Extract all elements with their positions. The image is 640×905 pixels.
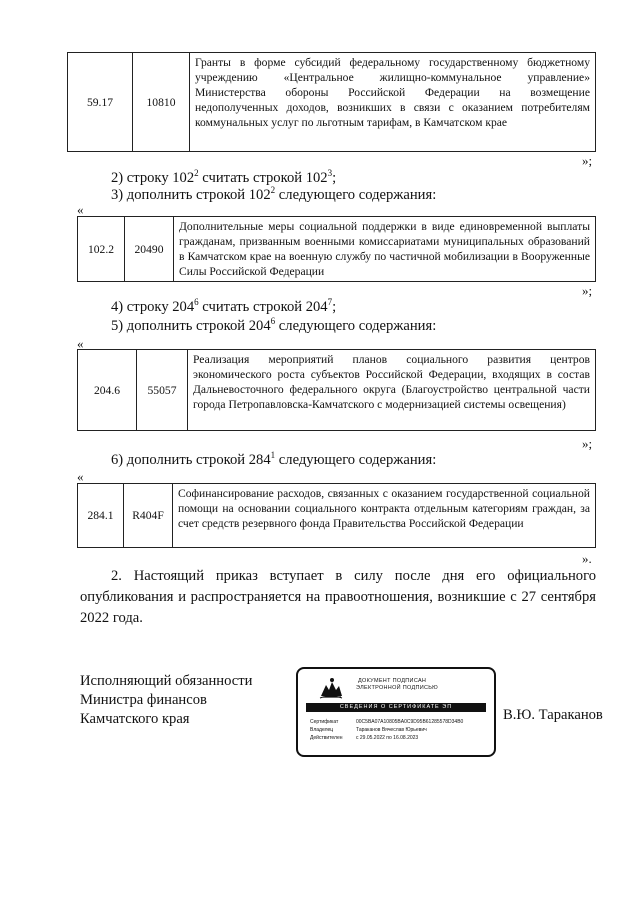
open-quote: « [77, 469, 84, 484]
coat-of-arms-icon [318, 676, 344, 700]
close-quote: »; [582, 283, 593, 298]
row-description: Гранты в форме субсидий федеральному государственному бюджетному учреждению «Центральное жилищно-коммунальное управление» Министерства обороны Российской Федерации на возмещение недополученных доходов, возникших в связи с оказанием потребителям коммунальных услуг по льготным тарифам, в Камчатском крае [190, 53, 596, 152]
close-quote: »; [582, 436, 593, 451]
row-number: 10810 [133, 53, 190, 152]
open-quote: « [77, 336, 84, 351]
stamp-row-owner: Владелец Тараканов Вячеслав Юрьевич [310, 727, 427, 733]
clause-2: 2. Настоящий приказ вступает в силу после дня его официального опубликования и распространяется на правоотношения, возникшие с 27 сентября 2022 года. [80, 568, 596, 626]
close-quote: ». [582, 551, 592, 566]
table-row-284-1 [77, 483, 596, 548]
stamp-row-valid: Действителен с 29.05.2022 по 16.08.2023 [310, 735, 419, 741]
open-quote: « [77, 202, 84, 217]
item-5: 5) дополнить строкой $204^6$ следующего содержания: [111, 316, 437, 334]
signatory-title [80, 672, 252, 729]
stamp-row-certificate: Сертификат 00C5BA07A10805BA0C9D95B61285578D34B0 [310, 719, 464, 725]
table-row-204-6 [77, 349, 596, 431]
signatory-line-2: Министра финансов [80, 692, 207, 708]
row-code: 59.17 [68, 53, 133, 152]
row-code: 102.2 [78, 217, 125, 282]
item-3: 3) дополнить строкой $102^2$ следующего содержания: [111, 185, 437, 203]
stamp-header-2: ЭЛЕКТРОННОЙ ПОДПИСЬЮ [356, 685, 439, 691]
row-number: 55057 [137, 350, 188, 431]
row-code: 204.6 [78, 350, 137, 431]
signer-name: В.Ю. Тараканов [503, 707, 603, 723]
stamp-header-1: ДОКУМЕНТ ПОДПИСАН [358, 678, 427, 684]
table-row-59-17 [67, 52, 596, 152]
row-number: 20490 [125, 217, 174, 282]
item-4: 4) строку $204^6$ считать строкой $204^7$; [111, 297, 337, 315]
stamp-bar: СВЕДЕНИЯ О СЕРТИФИКАТЕ ЭП [306, 703, 486, 712]
table-row-102-2 [77, 216, 596, 282]
row-number: R404F [124, 484, 173, 548]
item-6: 6) дополнить строкой $284^1$ следующего содержания: [111, 450, 437, 468]
close-quote: »; [582, 153, 593, 168]
row-code: 284.1 [78, 484, 124, 548]
row-description: Реализация мероприятий планов социального развития центров экономического роста субъектов Российской Федерации, входящих в состав Дальневосточного федерального округа (Благоустройство центральной части города Петропавловска-Камчатского с модернизацией системы освещения) [188, 350, 596, 431]
item-2: 2) строку $102^2$ считать строкой $102^3$; [111, 168, 337, 186]
signatory-line-3: Камчатского края [80, 711, 190, 727]
e-signature-stamp [296, 667, 496, 757]
row-description: Дополнительные меры социальной поддержки в виде единовременной выплаты гражданам, призванным военными комиссариатами муниципальных образований в Камчатском крае на военную службу по частичной мобилизации в Вооруженные Силы Российской Федерации [174, 217, 596, 282]
signatory-line-1: Исполняющий обязанности [80, 673, 253, 689]
row-description: Софинансирование расходов, связанных с оказанием государственной социальной помощи на основании социального контракта отдельным категориям граждан, за счет средств резервного фонда Правительства Российской Федерации [173, 484, 596, 548]
